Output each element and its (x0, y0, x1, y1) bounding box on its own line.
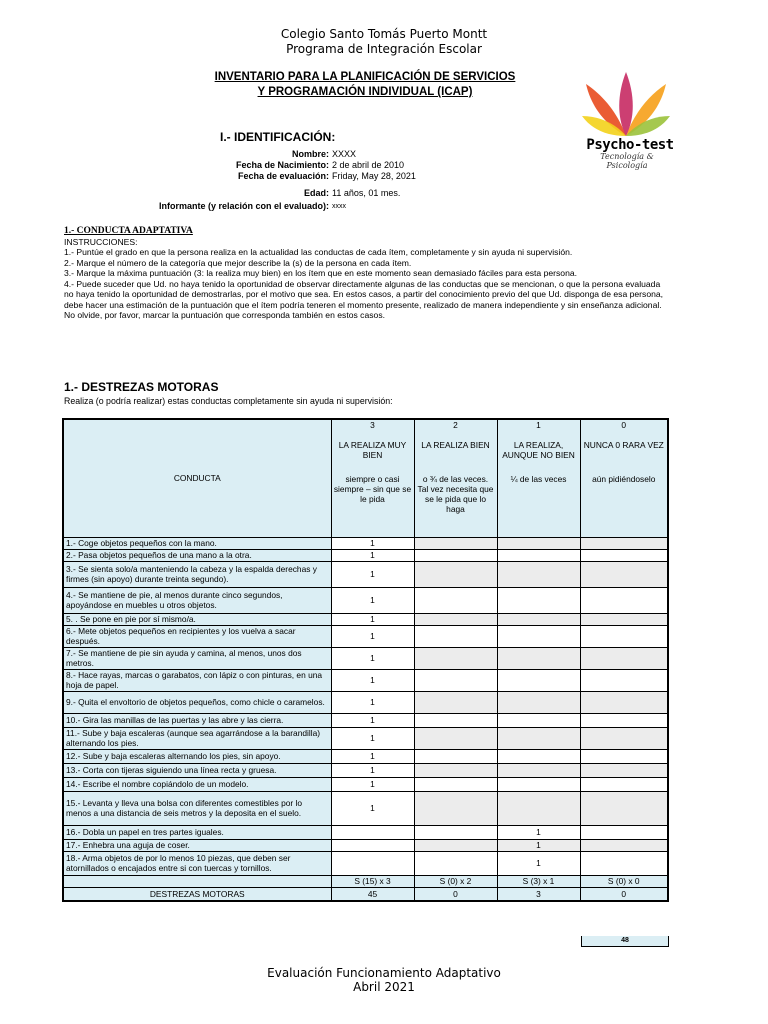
table-row (63, 825, 668, 839)
score-cell[interactable] (414, 839, 497, 851)
id-row-informant: Informante (y relación con el evaluado): xxxx (158, 201, 346, 211)
instruction-item: 2.- Marque el número de la categoría que mejor describe la (s) de la persona en cada ítem. (64, 257, 412, 268)
score-cell[interactable]: 1 (331, 791, 414, 825)
conducta-header: CONDUCTA (63, 419, 331, 537)
score-cell[interactable] (414, 713, 497, 727)
score-cell[interactable]: 1 (331, 613, 414, 625)
score-cell[interactable]: 1 (331, 647, 414, 669)
school-name: Colegio Santo Tomás Puerto Montt (280, 27, 488, 41)
score-cell[interactable] (497, 791, 580, 825)
program-name: Programa de Integración Escolar (286, 42, 482, 56)
score-cell[interactable] (580, 713, 668, 727)
total-cell: 0 (414, 887, 497, 901)
score-cell[interactable] (580, 613, 668, 625)
score-cell[interactable] (497, 625, 580, 647)
score-cell[interactable] (414, 549, 497, 561)
score-cell[interactable]: 1 (331, 727, 414, 749)
column-desc: o ¾ de las veces. Tal vez necesita que se le pida que lo haga (417, 474, 494, 514)
column-desc: siempre o casi siempre – sin que se le pida (333, 474, 412, 504)
score-cell[interactable] (580, 537, 668, 549)
table-row (63, 613, 668, 625)
conducta-cell: 12.- Sube y baja escaleras alternando los pies, sin apoyo. (63, 749, 331, 763)
conducta-cell: 4.- Se mantiene de pie, al menos durante cinco segundos, apoyándose en muebles u otros objetos. (63, 587, 331, 613)
score-cell[interactable] (580, 691, 668, 713)
id-row-name: Nombre: XXXX (291, 149, 357, 159)
score-cell[interactable] (414, 791, 497, 825)
table-row (63, 537, 668, 549)
grand-total: 48 (581, 936, 669, 947)
conducta-cell: 3.- Se sienta solo/a manteniendo la cabeza y la espalda derechas y firmes (sin apoyo) durante treinta segundo). (63, 561, 331, 587)
score-cell[interactable] (414, 625, 497, 647)
score-cell[interactable]: 1 (331, 713, 414, 727)
score-cell[interactable] (580, 851, 668, 875)
table-row (63, 839, 668, 851)
table-row (63, 763, 668, 777)
column-label: LA REALIZA MUY BIEN (338, 440, 407, 460)
column-header-3 (331, 419, 414, 537)
conducta-cell: 18.- Arma objetos de por lo menos 10 piezas, que deben ser atornillados o encajados entre si con tuercas y tornillos. (63, 851, 331, 875)
score-cell[interactable] (497, 749, 580, 763)
instruction-item: 1.- Puntúe el grado en que la persona realiza en la actualidad las conductas de cada ítem, completamente y sin ayuda ni supervisión. (64, 247, 573, 257)
column-score: 1 (536, 420, 541, 430)
conducta-cell: 8.- Hace rayas, marcas o garabatos, con lápiz o con pinturas, en una hoja de papel. (63, 669, 331, 691)
score-cell[interactable] (580, 839, 668, 851)
table-row (63, 669, 668, 691)
logo-brand-text: Psycho-test (586, 137, 674, 153)
score-cell[interactable]: 1 (497, 839, 580, 851)
total-cell: 0 (580, 887, 668, 901)
score-cell[interactable] (580, 791, 668, 825)
identification-title: I.- IDENTIFICACIÓN: (220, 130, 336, 144)
score-cell[interactable] (497, 561, 580, 587)
total-label: DESTREZAS MOTORAS (63, 887, 331, 901)
score-cell[interactable] (414, 777, 497, 791)
score-cell[interactable] (497, 549, 580, 561)
conducta-cell: 5. . Se pone en pie por sí mismo/a. (63, 613, 331, 625)
column-header-2 (414, 419, 497, 537)
id-row-birthdate: Fecha de Nacimiento: 2 de abril de 2010 (235, 160, 405, 170)
conducta-cell: 10.- Gira las manillas de las puertas y las abre y las cierra. (63, 713, 331, 727)
score-cell[interactable] (497, 669, 580, 691)
conducta-cell: 9.- Quita el envoltorio de objetos pequeños, como chicle o caramelos. (63, 691, 331, 713)
document-title-line2: Y PROGRAMACIÓN INDIVIDUAL (ICAP) (257, 86, 473, 98)
score-cell[interactable] (414, 537, 497, 549)
table-row (63, 791, 668, 825)
score-formula-cell: S (0) x 2 (414, 875, 497, 887)
score-cell[interactable] (414, 647, 497, 669)
column-desc: aún pidiéndoselo (592, 474, 656, 484)
score-cell[interactable] (414, 669, 497, 691)
column-score: 0 (621, 420, 627, 430)
score-cell[interactable] (497, 777, 580, 791)
score-cell[interactable] (414, 561, 497, 587)
table-row (63, 549, 668, 561)
score-cell[interactable]: 1 (331, 549, 414, 561)
score-cell[interactable] (414, 851, 497, 875)
score-cell[interactable] (497, 691, 580, 713)
score-cell[interactable]: 1 (497, 851, 580, 875)
score-formula-cell: S (15) x 3 (331, 875, 414, 887)
score-cell[interactable] (414, 613, 497, 625)
table-row (63, 749, 668, 763)
score-cell[interactable] (414, 825, 497, 839)
conducta-cell: 1.- Coge objetos pequeños con la mano. (63, 537, 331, 549)
conducta-cell: 16.- Dobla un papel en tres partes iguales. (63, 825, 331, 839)
instruction-item: 4.- Puede suceder que Ud. no haya tenido la oportunidad de observar directamente algunas de las conductas que se mencionan, o que la persona evaluada no haya tenido la oportunidad de demostrarlas, por el motivo que sea. En estos casos, a partir del conocimiento previo del que Ud. disponga de esa persona, debe hacer una estimación de la puntuación que el ítem podría teneren el momento presente, realizado de manera independiente y sin enseñanza adicional. No olvide, por favor, marcar la puntuación que corresponda también en estos casos. (64, 278, 664, 320)
score-row-spacer (63, 875, 331, 887)
score-cell[interactable] (497, 713, 580, 727)
score-cell[interactable]: 1 (331, 561, 414, 587)
conducta-cell: 14.- Escribe el nombre copiándolo de un modelo. (63, 777, 331, 791)
document-title-line1: INVENTARIO PARA LA PLANIFICACIÓN DE SERVICIOS (214, 71, 516, 83)
score-cell[interactable]: 1 (331, 763, 414, 777)
score-cell[interactable] (414, 727, 497, 749)
footer-line2: Abril 2021 (353, 980, 415, 994)
score-formula-cell: S (0) x 0 (580, 875, 668, 887)
column-score: 3 (370, 420, 375, 430)
score-cell[interactable] (331, 851, 414, 875)
table-row (63, 561, 668, 587)
column-score: 2 (453, 420, 458, 430)
score-cell[interactable]: 1 (331, 669, 414, 691)
conducta-cell: 11.- Sube y baja escaleras (aunque sea agarrándose a la barandilla) alternando los pies. (63, 727, 331, 749)
score-cell[interactable] (331, 825, 414, 839)
conducta-cell: 6.- Mete objetos pequeños en recipientes y los vuelva a sacar después. (63, 625, 331, 647)
id-row-eval-date: Fecha de evaluación: Friday, May 28, 2021 (237, 171, 416, 181)
score-cell[interactable] (414, 691, 497, 713)
conducta-cell: 15.- Levanta y lleva una bolsa con diferentes comestibles por lo menos a una distancia de seis metros y la deposita en el suelo. (63, 791, 331, 825)
table-row (63, 587, 668, 613)
score-cell[interactable] (497, 763, 580, 777)
score-cell[interactable] (497, 537, 580, 549)
table-row (63, 727, 668, 749)
column-header-1 (497, 419, 580, 537)
footer-line1: Evaluación Funcionamiento Adaptativo (267, 966, 501, 980)
table-header-row (63, 419, 668, 537)
conducta-cell: 2.- Pasa objetos pequeños de una mano a la otra. (63, 549, 331, 561)
score-cell[interactable] (497, 647, 580, 669)
score-formula-row (63, 875, 668, 887)
score-formula-cell: S (3) x 1 (497, 875, 580, 887)
table-row (63, 851, 668, 875)
score-cell[interactable]: 1 (331, 625, 414, 647)
total-row (63, 887, 668, 901)
score-cell[interactable] (414, 749, 497, 763)
instructions-label: INSTRUCCIONES: (64, 236, 138, 247)
total-cell: 3 (497, 887, 580, 901)
instructions-heading: 1.- CONDUCTA ADAPTATIVA (64, 226, 193, 236)
column-label: NUNCA 0 RARA VEZ (583, 440, 664, 450)
score-cell[interactable]: 1 (331, 691, 414, 713)
score-cell[interactable] (580, 669, 668, 691)
score-cell[interactable] (580, 587, 668, 613)
score-cell[interactable] (497, 727, 580, 749)
instructions-block (64, 226, 664, 321)
score-cell[interactable]: 1 (331, 777, 414, 791)
score-cell[interactable] (580, 549, 668, 561)
score-cell[interactable] (580, 749, 668, 763)
score-cell[interactable] (497, 613, 580, 625)
score-cell[interactable] (580, 763, 668, 777)
motor-skills-table (62, 418, 669, 902)
instruction-item: 3.- Marque la máxima puntuación (3: la realiza muy bien) en los ítem que en este momento sean demasiado fáciles para esta persona. (64, 268, 578, 278)
section-title: 1.- DESTREZAS MOTORAS (64, 380, 219, 394)
table-row (63, 647, 668, 669)
score-cell[interactable] (580, 647, 668, 669)
column-header-0 (580, 419, 668, 537)
table-row (63, 625, 668, 647)
column-label: LA REALIZA, AUNQUE NO BIEN (502, 440, 575, 460)
score-cell[interactable] (414, 587, 497, 613)
table-row (63, 713, 668, 727)
score-cell[interactable] (331, 839, 414, 851)
score-cell[interactable]: 1 (331, 749, 414, 763)
section-subtitle: Realiza (o podría realizar) estas conductas completamente sin ayuda ni supervisión: (64, 396, 393, 406)
score-cell[interactable]: 1 (497, 825, 580, 839)
conducta-cell: 13.- Corta con tijeras siguiendo una línea recta y gruesa. (63, 763, 331, 777)
score-cell[interactable] (580, 561, 668, 587)
score-cell[interactable] (580, 825, 668, 839)
score-cell[interactable] (580, 727, 668, 749)
score-cell[interactable] (414, 763, 497, 777)
table-row (63, 691, 668, 713)
column-label: LA REALIZA BIEN (421, 440, 490, 450)
table-row (63, 777, 668, 791)
column-desc: ¼ de las veces (510, 474, 567, 484)
score-cell[interactable] (497, 587, 580, 613)
id-row-age: Edad: 11 años, 01 mes. (303, 188, 401, 198)
total-cell: 45 (331, 887, 414, 901)
score-cell[interactable]: 1 (331, 537, 414, 549)
score-cell[interactable] (580, 625, 668, 647)
logo-tagline: Tecnología & Psicología (600, 152, 654, 170)
conducta-cell: 7.- Se mantiene de pie sin ayuda y camina, al menos, unos dos metros. (63, 647, 331, 669)
conducta-cell: 17.- Enhebra una aguja de coser. (63, 839, 331, 851)
score-cell[interactable] (580, 777, 668, 791)
score-cell[interactable]: 1 (331, 587, 414, 613)
